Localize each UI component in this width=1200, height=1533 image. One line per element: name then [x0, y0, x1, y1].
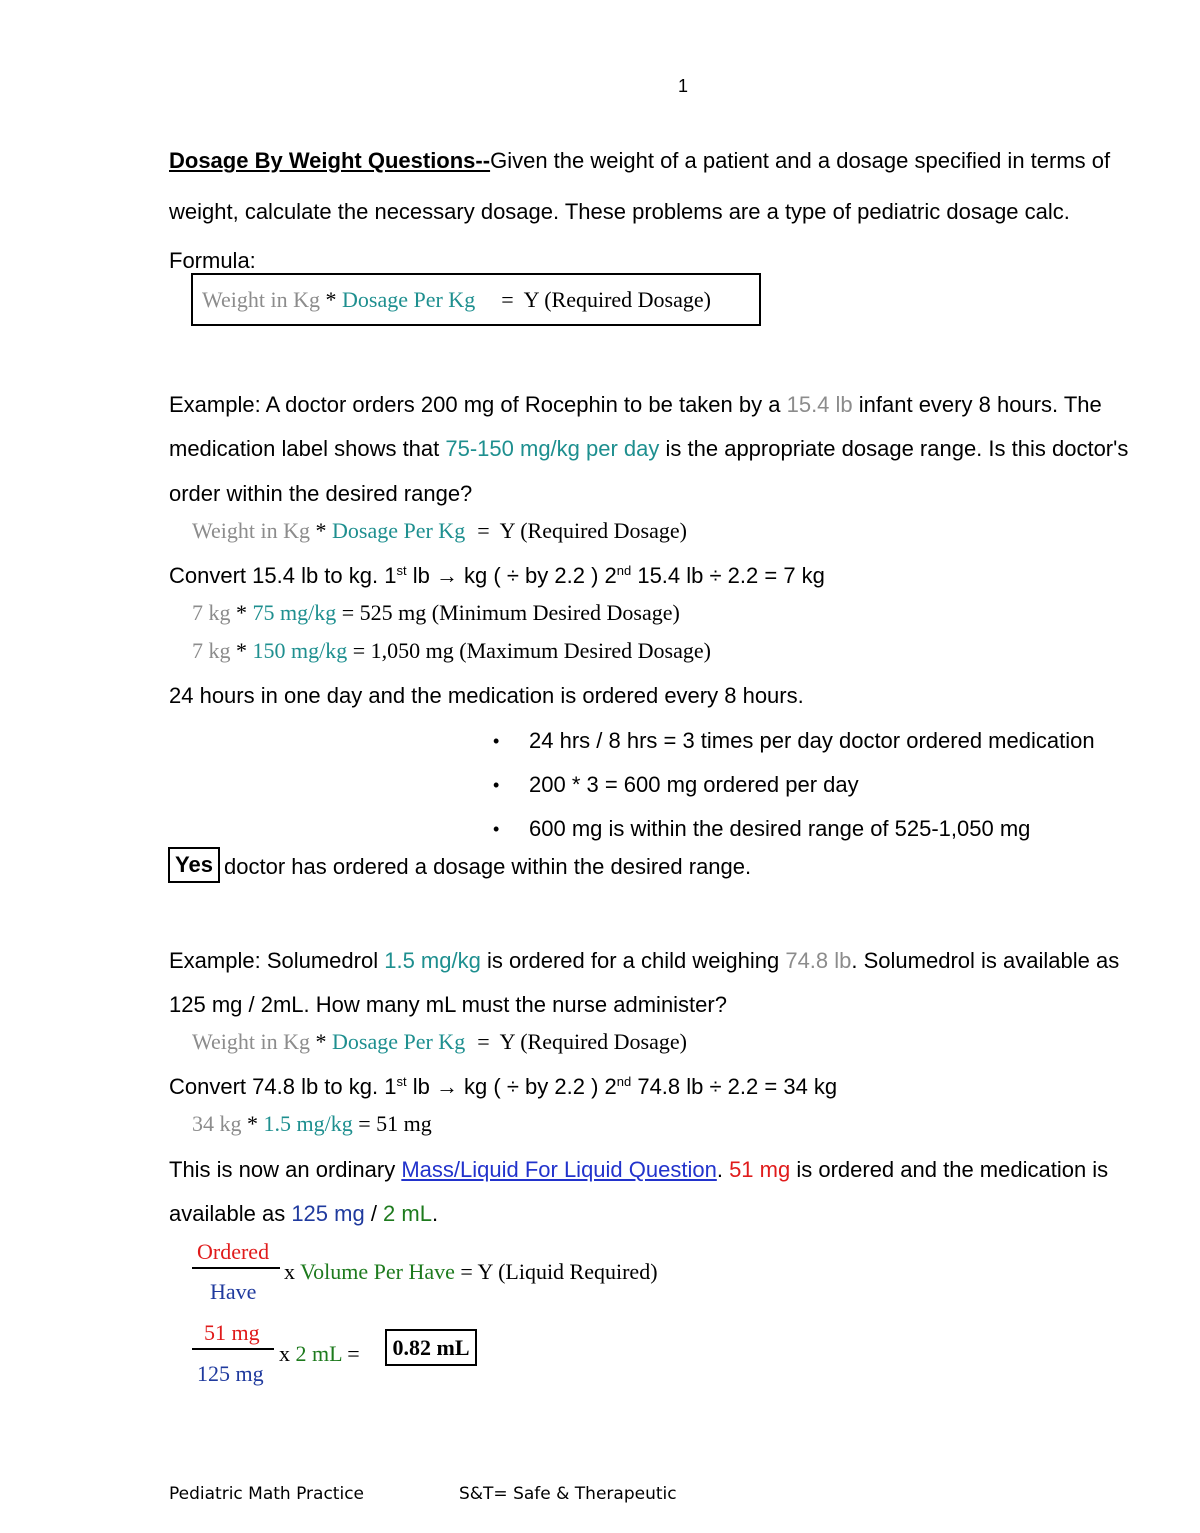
example1-formula-dose: Dosage Per Kg — [332, 518, 466, 543]
example1-text-b: infant every 8 hours. The — [852, 392, 1102, 417]
fraction-bar — [192, 1348, 274, 1350]
example2-formula-eq: = — [477, 1029, 490, 1054]
example2-line-1 — [169, 948, 1119, 974]
formula-equals: = — [501, 287, 514, 312]
footer-right: S&T= Safe & Therapeutic — [459, 1484, 677, 1504]
available-ml: 2 mL — [383, 1201, 432, 1226]
ordinary-text-c: is ordered and the medication is — [790, 1157, 1109, 1182]
convert2-text-a: Convert 74.8 lb to kg. 1 — [169, 1074, 397, 1099]
calc-rest — [279, 1341, 360, 1367]
convert-text-b: lb → kg ( ÷ by 2.2 ) 2 — [406, 563, 617, 588]
ordinary-text-a: This is now an ordinary — [169, 1157, 402, 1182]
calc-times: x — [279, 1341, 296, 1366]
max-weight: 7 kg — [192, 638, 231, 663]
page-number: 1 — [678, 76, 689, 96]
example1-min-calc: 7 kg * 75 mg/kg = 525 mg (Minimum Desired Dosage) — [192, 600, 680, 625]
example1-text-d: is the appropriate dosage range. Is this doctor's — [659, 436, 1129, 461]
formula-dose: Dosage Per Kg — [342, 287, 476, 312]
example1-line-1 — [169, 392, 1102, 418]
convert2-text-b: lb → kg ( ÷ by 2.2 ) 2 — [406, 1074, 617, 1099]
calc-weight: 34 kg — [192, 1111, 242, 1136]
example1-formula-weight: Weight in Kg — [192, 518, 310, 543]
convert-text-a: Convert 15.4 lb to kg. 1 — [169, 563, 397, 588]
example1-line-3: order within the desired range? — [169, 481, 473, 506]
example1-formula-times: * — [310, 518, 332, 543]
example2-formula-result: Y (Required Dosage) — [499, 1029, 687, 1054]
min-dose: 75 mg/kg — [252, 600, 337, 625]
example2-text-b: is ordered for a child weighing — [480, 948, 786, 973]
available-slash: / — [364, 1201, 384, 1226]
available-dot: . — [431, 1201, 439, 1226]
superscript-nd: nd — [616, 563, 632, 578]
example1-text-a: Example: A doctor orders 200 mg of Rocephin to be taken by a — [169, 392, 787, 417]
superscript-nd: nd — [616, 1074, 632, 1089]
example2-text-c: . Solumedrol is available as — [851, 948, 1120, 973]
example2-text-a: Example: Solumedrol — [169, 948, 385, 973]
formula-text — [202, 287, 711, 313]
example2-weight: 74.8 lb — [785, 948, 852, 973]
intro-line-1 — [169, 148, 1110, 174]
fraction-have: Have — [210, 1279, 257, 1304]
calc-denominator: 125 mg — [197, 1361, 264, 1386]
mass-liquid-link[interactable]: Mass/Liquid For Liquid Question — [401, 1157, 717, 1182]
calc-dose: 1.5 mg/kg — [263, 1111, 353, 1136]
calc-ml: 2 mL — [295, 1341, 342, 1366]
section-heading: Dosage By Weight Questions-- — [169, 148, 491, 173]
bullet-dot: • — [493, 819, 500, 839]
example2-dose: 1.5 mg/kg — [384, 948, 481, 973]
calc-equals: = — [341, 1341, 360, 1366]
example1-max-calc: 7 kg * 150 mg/kg = 1,050 mg (Maximum Desired Dosage) — [192, 638, 711, 663]
example1-formula-result: Y (Required Dosage) — [499, 518, 687, 543]
example2-formula-weight: Weight in Kg — [192, 1029, 310, 1054]
example2-line-2: 125 mg / 2mL. How many mL must the nurse administer? — [169, 992, 727, 1017]
intro-text-a: Given the weight of a patient and a dosage specified in terms of — [490, 148, 1111, 173]
example2-convert — [169, 1074, 837, 1100]
min-result: = 525 mg (Minimum Desired Dosage) — [336, 600, 680, 625]
example1-range: 75-150 mg/kg per day — [445, 436, 660, 461]
min-weight: 7 kg — [192, 600, 231, 625]
convert-text-c: 15.4 lb ÷ 2.2 = 7 kg — [631, 563, 825, 588]
example2-ordinary — [169, 1157, 1108, 1183]
example1-text-c: medication label shows that — [169, 436, 446, 461]
example2-formula-times: * — [310, 1029, 332, 1054]
available-text: available as — [169, 1201, 292, 1226]
bullet-item: 200 * 3 = 600 mg ordered per day — [529, 772, 859, 797]
bullet-item: 600 mg is within the desired range of 525-1,050 mg — [529, 816, 1031, 841]
example1-hours: 24 hours in one day and the medication is ordered every 8 hours. — [169, 683, 804, 708]
example1-formula — [192, 518, 687, 544]
example1-formula-eq: = — [477, 518, 490, 543]
ordered-mg: 51 mg — [729, 1157, 791, 1182]
max-dose: 150 mg/kg — [252, 638, 348, 663]
formula-weight: Weight in Kg — [202, 287, 320, 312]
bullet-dot: • — [493, 775, 500, 795]
formula-label: Formula: — [169, 248, 256, 273]
fraction-formula-rest — [284, 1259, 658, 1285]
example1-conclusion: doctor has ordered a dosage within the desired range. — [224, 854, 752, 879]
example2-formula — [192, 1029, 687, 1055]
superscript-st: st — [396, 563, 407, 578]
answer-box: 0.82 mL — [385, 1329, 477, 1366]
superscript-st: st — [396, 1074, 407, 1089]
fraction-ordered: Ordered — [197, 1239, 270, 1264]
bullet-item: 24 hrs / 8 hrs = 3 times per day doctor ordered medication — [529, 728, 1095, 753]
volume-per-have: Volume Per Have — [300, 1259, 455, 1284]
max-result: = 1,050 mg (Maximum Desired Dosage) — [347, 638, 711, 663]
convert2-text-c: 74.8 lb ÷ 2.2 = 34 kg — [631, 1074, 838, 1099]
calc-result: = 51 mg — [352, 1111, 432, 1136]
intro-line-2: weight, calculate the necessary dosage. These problems are a type of pediatric dosage calc. — [169, 199, 1070, 224]
bullet-dot: • — [493, 731, 500, 751]
example1-weight: 15.4 lb — [786, 392, 853, 417]
example1-convert — [169, 563, 825, 589]
calc-numerator: 51 mg — [204, 1320, 260, 1345]
footer-left: Pediatric Math Practice — [169, 1484, 364, 1504]
example2-calc: 34 kg * 1.5 mg/kg = 51 mg — [192, 1111, 432, 1136]
formula-box — [191, 273, 761, 326]
fraction-bar — [192, 1267, 280, 1269]
fraction-times: x — [284, 1259, 301, 1284]
example2-available — [169, 1201, 438, 1227]
example2-formula-dose: Dosage Per Kg — [332, 1029, 466, 1054]
yes-box: Yes — [168, 847, 220, 883]
formula-result: Y (Required Dosage) — [523, 287, 711, 312]
available-mg: 125 mg — [291, 1201, 365, 1226]
ordinary-text-b: . — [716, 1157, 730, 1182]
example1-line-2 — [169, 436, 1128, 462]
fraction-result: = Y (Liquid Required) — [454, 1259, 658, 1284]
formula-times: * — [320, 287, 342, 312]
